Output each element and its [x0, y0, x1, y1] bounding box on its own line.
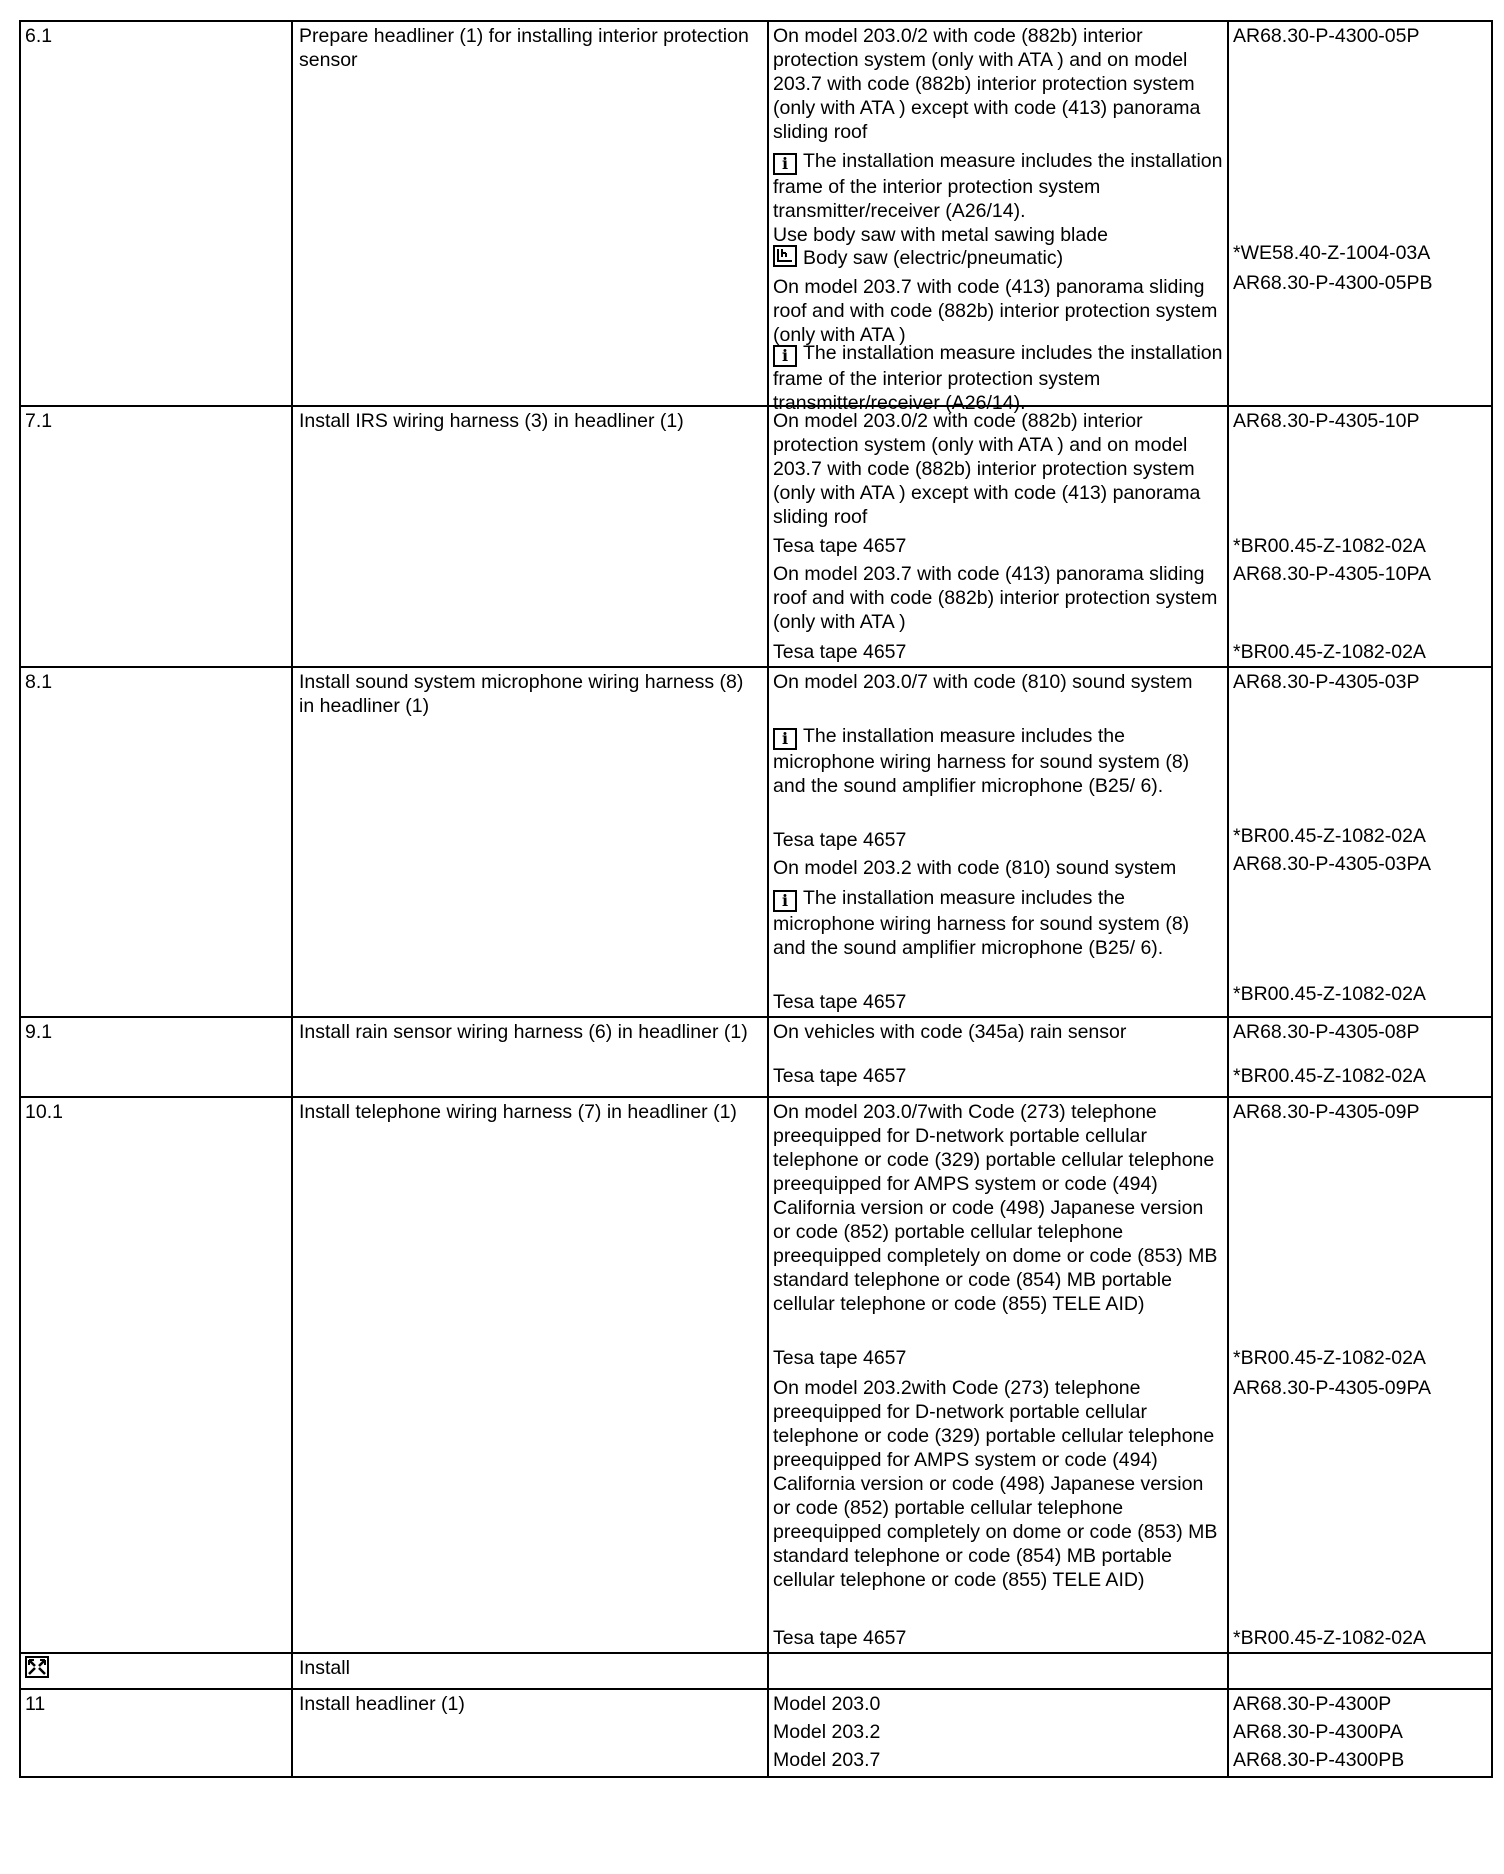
- info-icon: i: [773, 153, 797, 175]
- step-action: Install rain sensor wiring harness (6) in headliner (1): [292, 1017, 768, 1097]
- step-action: Install telephone wiring harness (7) in headliner (1): [292, 1097, 768, 1653]
- detail-text: On model 203.0/2 with code (882b) interior protection system (only with ATA ) and on model 203.7 with code (882b) interior protection system (only with ATA ) except with code (413) panorama sliding roof: [773, 410, 1201, 528]
- table-row: [20, 1653, 1492, 1689]
- detail-text: Tesa tape 4657: [773, 1347, 907, 1369]
- detail-text: Tesa tape 4657: [773, 829, 907, 851]
- reference-code: *BR00.45-Z-1082-02A: [1233, 1627, 1426, 1649]
- reference-code: *BR00.45-Z-1082-02A: [1233, 1347, 1426, 1369]
- reference-code: AR68.30-P-4305-09P: [1233, 1101, 1420, 1123]
- detail-text: Tesa tape 4657: [773, 641, 907, 663]
- detail-tool: Body saw (electric/pneumatic): [769, 243, 1227, 273]
- detail-text: Tesa tape 4657: [773, 991, 907, 1013]
- detail-text: Model 203.7: [773, 1749, 881, 1771]
- detail-note: i The installation measure includes the installation frame of the interior protection system transmitter/receiver (A26/14).: [773, 342, 1223, 414]
- detail-text: Tesa tape 4657: [773, 1065, 907, 1087]
- reference-code: AR68.30-P-4305-08P: [1233, 1021, 1420, 1043]
- reference-code: AR68.30-P-4300P: [1233, 1693, 1392, 1715]
- reference-code: *BR00.45-Z-1082-02A: [1233, 983, 1426, 1005]
- step-number: 7.1: [20, 406, 292, 667]
- step-number: 9.1: [20, 1017, 292, 1097]
- reference-code: AR68.30-P-4300PB: [1233, 1749, 1405, 1771]
- section-title: Install: [292, 1653, 768, 1689]
- reference-code: AR68.30-P-4305-10P: [1233, 410, 1420, 432]
- reference-code: AR68.30-P-4300-05PB: [1233, 272, 1433, 294]
- table-row: [20, 667, 1492, 1017]
- detail-note: i The installation measure includes the microphone wiring harness for sound system (8) and the sound amplifier microphone (B25/ 6).: [773, 887, 1190, 959]
- reference-code: *BR00.45-Z-1082-02A: [1233, 825, 1426, 847]
- step-action: Install IRS wiring harness (3) in headliner (1): [292, 406, 768, 667]
- reference-code: AR68.30-P-4305-03PA: [1233, 853, 1432, 875]
- table-row: [20, 406, 1492, 667]
- detail-note: i The installation measure includes the installation frame of the interior protection system transmitter/receiver (A26/14). Use body saw with metal sawing blade: [773, 150, 1223, 246]
- step-number: 11: [20, 1689, 292, 1777]
- step-number: 8.1: [20, 667, 292, 1017]
- reference-code: *BR00.45-Z-1082-02A: [1233, 535, 1426, 557]
- reference-code: AR68.30-P-4300PA: [1233, 1721, 1403, 1743]
- detail-text: On model 203.7 with code (413) panorama sliding roof and with code (882b) interior protection system (only with ATA ): [773, 563, 1218, 633]
- detail-text: On model 203.2 with code (810) sound system: [773, 857, 1177, 879]
- detail-note: i The installation measure includes the microphone wiring harness for sound system (8) and the sound amplifier microphone (B25/ 6).: [773, 725, 1190, 797]
- info-icon: i: [773, 890, 797, 912]
- detail-text: On model 203.0/7with Code (273) telephone preequipped for D-network portable cellular telephone or code (329) portable cellular telephone preequipped for AMPS system or code (494) California version or code (498) Japanese version or code (852) portable cellular telephone preequipped completely on dome or code (853) MB standard telephone or code (854) MB portable cellular telephone or code (855) TELE AID): [773, 1101, 1218, 1315]
- reference-code: *BR00.45-Z-1082-02A: [1233, 1065, 1426, 1087]
- detail-text: On model 203.0/2 with code (882b) interior protection system (only with ATA ) and on model 203.7 with code (882b) interior protection system (only with ATA ) except with code (413) panorama sliding roof: [773, 25, 1201, 143]
- table-row: [20, 21, 1492, 406]
- table-row: [20, 1097, 1492, 1653]
- reference-code: AR68.30-P-4300-05P: [1233, 25, 1420, 47]
- reference-code: AR68.30-P-4305-09PA: [1233, 1377, 1432, 1399]
- detail-text: Tesa tape 4657: [773, 1627, 907, 1649]
- table-row: [20, 1689, 1492, 1777]
- detail-text: On vehicles with code (345a) rain sensor: [773, 1021, 1127, 1043]
- reference-code: *BR00.45-Z-1082-02A: [1233, 641, 1426, 663]
- reference-code: AR68.30-P-4305-03P: [1233, 671, 1420, 693]
- reference-code: AR68.30-P-4305-10PA: [1233, 563, 1432, 585]
- detail-text: Model 203.0: [773, 1693, 881, 1715]
- work-instructions: [19, 20, 1487, 1778]
- table-row: [20, 1017, 1492, 1097]
- detail-text: On model 203.7 with code (413) panorama sliding roof and with code (882b) interior protection system (only with ATA ): [773, 276, 1218, 346]
- install-icon: [25, 1656, 49, 1678]
- step-action: Prepare headliner (1) for installing interior protection sensor: [292, 21, 768, 406]
- info-icon: i: [773, 345, 797, 367]
- detail-text: Tesa tape 4657: [773, 535, 907, 557]
- detail-text: On model 203.2with Code (273) telephone preequipped for D-network portable cellular telephone or code (329) portable cellular telephone preequipped for AMPS system or code (494) California version or code (498) Japanese version or code (852) portable cellular telephone preequipped completely on dome or code (853) MB standard telephone or code (854) MB portable cellular telephone or code (855) TELE AID): [773, 1377, 1218, 1591]
- info-icon: i: [773, 728, 797, 750]
- detail-text: Model 203.2: [773, 1721, 881, 1743]
- step-number: 10.1: [20, 1097, 292, 1653]
- instruction-table: [19, 20, 1493, 1778]
- step-number: 6.1: [20, 21, 292, 406]
- detail-text: On model 203.0/7 with code (810) sound system: [773, 671, 1193, 693]
- reference-code: *WE58.40-Z-1004-03A: [1233, 242, 1431, 264]
- step-action: Install sound system microphone wiring harness (8) in headliner (1): [292, 667, 768, 1017]
- tool-icon: [773, 245, 797, 267]
- step-action: Install headliner (1): [292, 1689, 768, 1777]
